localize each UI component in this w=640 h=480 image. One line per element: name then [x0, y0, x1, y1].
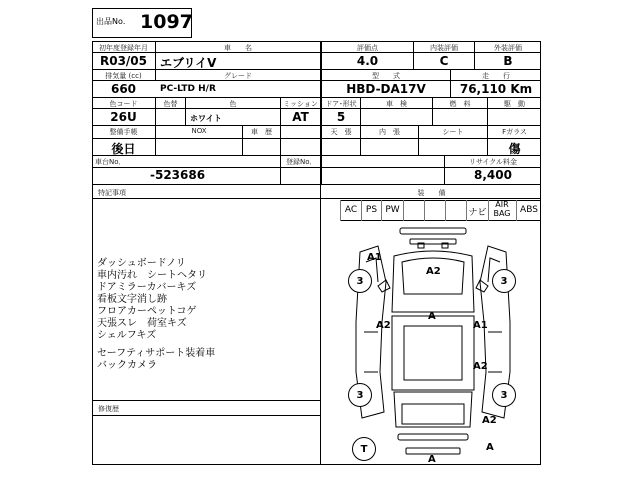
color-code-value: 26U [110, 110, 137, 124]
note-line: フロアカーペットコゲ [97, 306, 197, 317]
f-glass-value: 傷 [508, 142, 521, 156]
drive-label: 駆 動 [504, 100, 525, 108]
model-label: 型 式 [372, 72, 400, 80]
remarks-label: 特記事項 [98, 189, 126, 197]
exterior-label: 外装評価 [494, 44, 522, 52]
tire-front-right-mark: 3 [492, 269, 516, 293]
model-value: HBD-DA17V [346, 82, 426, 96]
score-value: 4.0 [356, 54, 379, 68]
note-line: ダッシュボードノリ [97, 258, 186, 269]
score-label: 評価点 [357, 44, 378, 52]
recycle-label: リサイクル料金 [468, 158, 518, 166]
history-label: 車 歴 [251, 128, 272, 136]
note-line: ドアミラーカバーキズ [97, 282, 197, 293]
fuel-label: 燃 料 [449, 100, 471, 108]
left-door-damage: A2 [376, 320, 391, 331]
lot-number: 1097 [140, 11, 193, 33]
grade-label: グレード [224, 72, 252, 80]
maintenance-label: 整備手帳 [109, 128, 138, 136]
rear-right-damage: A2 [473, 361, 488, 372]
note-line: 看板文字消し跡 [97, 294, 167, 305]
grade-value: PC-LTD H/R [160, 84, 216, 94]
interior-label: 内装評価 [430, 44, 458, 52]
tire-rear-left-mark: 3 [348, 383, 372, 407]
chassis-label: 車台No． [95, 158, 126, 166]
note-line: バックカメラ [97, 360, 157, 371]
note-line: セーフティサポート装着車 [97, 348, 216, 359]
equip-pw: PW [385, 205, 400, 215]
chassis-value: -523686 [150, 168, 206, 182]
tail-damage: A [428, 454, 436, 465]
recycle-value: 8,400 [474, 168, 512, 182]
roof-damage: A [428, 311, 436, 322]
exterior-value: B [503, 54, 513, 68]
equip-airbag: AIR BAG [493, 200, 511, 218]
tire-front-left-mark: 3 [348, 269, 372, 293]
car-name-label: 車 名 [224, 44, 252, 52]
first-reg-label: 初年度登録年月 [99, 44, 148, 52]
maintenance-value: 後日 [111, 142, 136, 156]
interior-trim-label: 内 張 [379, 128, 400, 136]
front-left-damage: A1 [367, 252, 382, 263]
tire-rear-right-mark: 3 [492, 383, 516, 407]
f-glass-label: Fガラス [502, 128, 527, 136]
note-line: シェルフキズ [97, 330, 157, 341]
displacement-label: 排気量 (cc) [105, 72, 142, 80]
equip-abs: ABS [520, 205, 538, 215]
transmission-label: ミッション [283, 100, 318, 108]
seat-label: シート [442, 128, 464, 136]
equip-ac: AC [344, 205, 358, 215]
vehicle-inspection-label: 車 検 [386, 100, 407, 108]
first-reg-value: R03/05 [99, 54, 148, 68]
car-diagram [322, 222, 540, 465]
equipment-label: 装 備 [417, 189, 446, 197]
mileage-value: 76,110 Km [459, 82, 533, 96]
displacement-value: 660 [110, 82, 137, 96]
right-door-damage: A1 [473, 320, 488, 331]
interior-value: C [439, 54, 449, 68]
doors-value: 5 [336, 110, 346, 124]
note-line: 天張スレ 荷室キズ [97, 318, 187, 329]
repair-label: 修復歴 [98, 405, 119, 413]
note-line: 車内汚れ シートヘタリ [97, 270, 207, 281]
rear-quarter-damage: A2 [482, 415, 497, 426]
car-name-value: エブリイV [160, 56, 217, 70]
color-change-label: 色替 [163, 100, 178, 108]
color-label: 色 [229, 100, 237, 108]
equip-navi: ナビ [468, 208, 487, 218]
registration-label: 登録No． [286, 158, 317, 166]
color-value: ホワイト [190, 114, 222, 123]
hood-damage: A2 [426, 266, 441, 277]
lot-label: 出品No． [96, 17, 131, 26]
spare-tire-mark: T [352, 437, 376, 461]
equip-ps: PS [365, 205, 378, 215]
color-code-label: 色コード [109, 100, 138, 108]
rear-bumper-damage: A [486, 442, 494, 453]
mileage-label: 走 行 [482, 72, 510, 80]
transmission-value: AT [292, 110, 309, 124]
nox-label: NOX [191, 127, 207, 135]
sunroof-label: 天 張 [330, 128, 352, 136]
doors-shape-label: ドア･形状 [325, 100, 357, 108]
